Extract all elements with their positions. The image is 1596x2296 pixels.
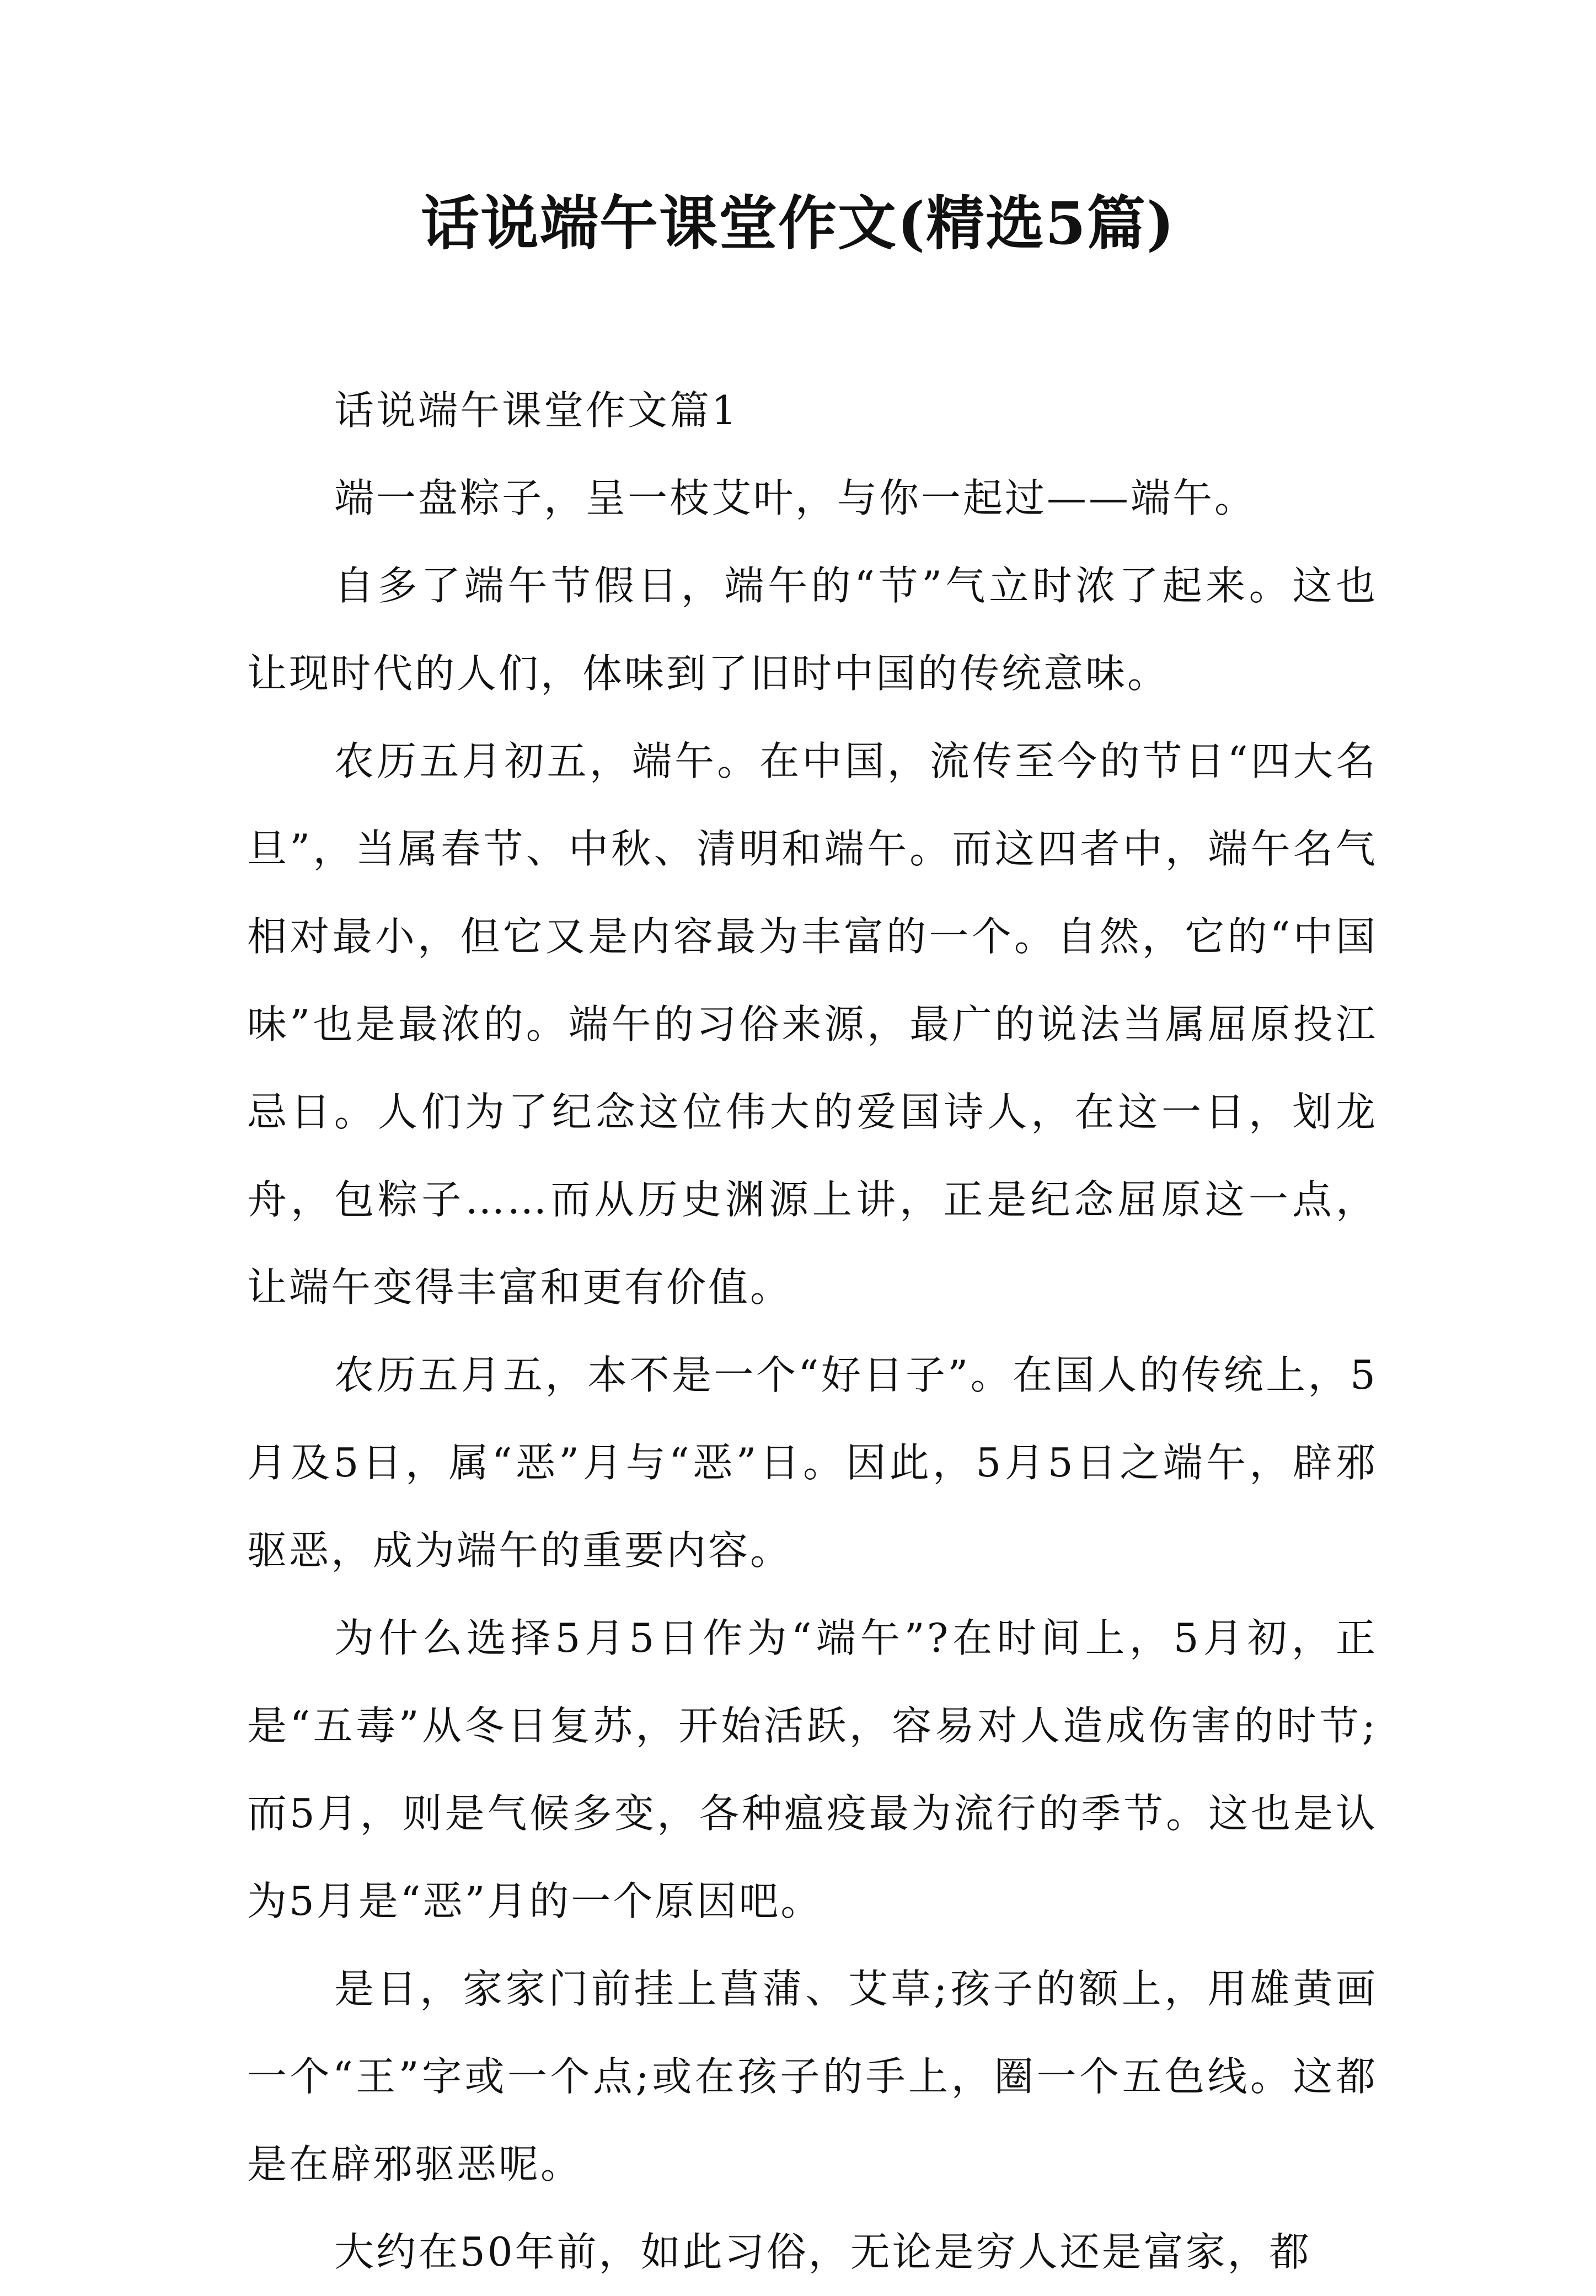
paragraph: 是日，家家门前挂上菖蒲、艾草;孩子的额上，用雄黄画一个“王”字或一个点;或在孩子的手上，圈一个五色线。这都是在辟邪驱恶呢。 bbox=[247, 1966, 1378, 2187]
document-body bbox=[247, 367, 1378, 2296]
paragraph: 端一盘粽子，呈一枝艾叶，与你一起过——端午。 bbox=[334, 475, 1257, 521]
paragraph: 农历五月初五，端午。在中国，流传至今的节日“四大名旦”，当属春节、中秋、清明和端午。而这四者中，端午名气相对最小，但它又是内容最为丰富的一个。自然，它的“中国味”也是最浓的。端午的习俗来源，最广的说法当属屈原投江忌日。人们为了纪念这位伟大的爱国诗人，在这一日，划龙舟，包粽子……而从历史渊源上讲，正是纪念屈原这一点，让端午变得丰富和更有价值。 bbox=[247, 738, 1378, 1310]
paragraph: 大约在50年前，如此习俗，无论是穷人还是富家，都 bbox=[334, 2229, 1311, 2275]
document-title: 话说端午课堂作文(精选5篇) bbox=[420, 189, 1176, 258]
paragraph: 农历五月五，本不是一个“好日子”。在国人的传统上，5月及5日，属“恶”月与“恶”日。因此，5月5日之端午，辟邪驱恶，成为端午的重要内容。 bbox=[247, 1352, 1378, 1574]
paragraph: 为什么选择5月5日作为“端午”?在时间上，5月初，正是“五毒”从冬日复苏，开始活跃，容易对人造成伤害的时节;而5月，则是气候多变，各种瘟疫最为流行的季节。这也是认为5月是“恶”月的一个原因吧。 bbox=[247, 1615, 1378, 1924]
section-heading: 话说端午课堂作文篇1 bbox=[334, 387, 739, 433]
paragraph: 自多了端午节假日，端午的“节”气立时浓了起来。这也让现时代的人们，体味到了旧时中国的传统意味。 bbox=[247, 563, 1378, 697]
